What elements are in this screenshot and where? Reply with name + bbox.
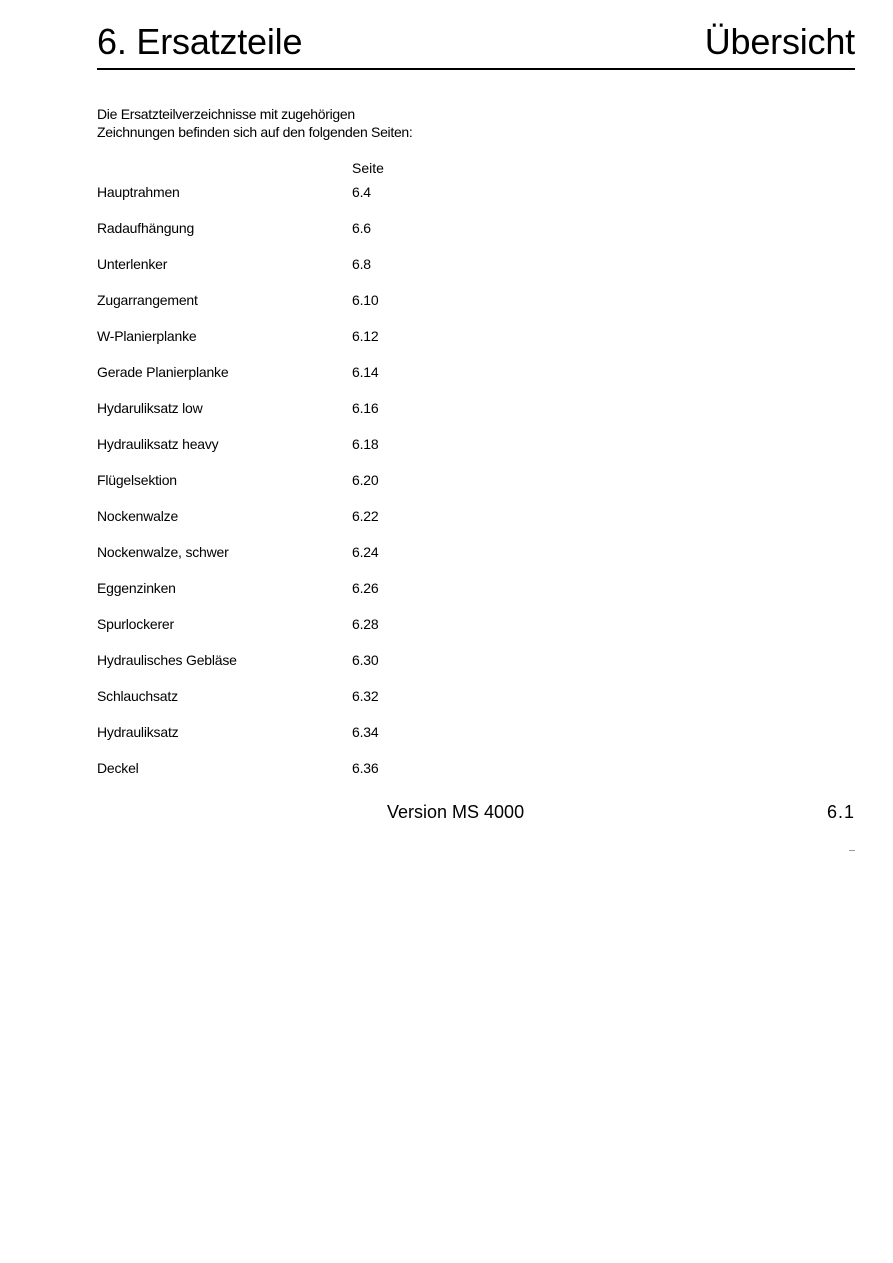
part-page: 6.22 xyxy=(352,508,379,524)
part-page: 6.16 xyxy=(352,400,379,416)
part-name: W-Planierplanke xyxy=(97,328,197,344)
part-name: Eggenzinken xyxy=(97,580,176,596)
part-name: Gerade Planierplanke xyxy=(97,364,229,380)
part-page: 6.14 xyxy=(352,364,379,380)
list-item xyxy=(97,183,497,219)
part-page: 6.10 xyxy=(352,292,379,308)
part-name: Nockenwalze, schwer xyxy=(97,544,229,560)
list-item xyxy=(97,615,497,651)
part-page: 6.20 xyxy=(352,472,379,488)
footer-version: Version MS 4000 xyxy=(387,802,525,822)
part-page: 6.36 xyxy=(352,760,379,776)
part-name: Deckel xyxy=(97,760,139,776)
section-title: Übersicht xyxy=(704,21,855,62)
page-edge-mark xyxy=(849,850,855,851)
part-page: 6.28 xyxy=(352,616,379,632)
list-item xyxy=(97,255,497,291)
intro-line-1: Die Ersatzteilverzeichnisse mit zugehörigen xyxy=(97,106,355,122)
list-item xyxy=(97,291,497,327)
part-page: 6.12 xyxy=(352,328,379,344)
part-name: Hydrauliksatz heavy xyxy=(97,436,219,452)
list-item xyxy=(97,651,497,687)
list-item xyxy=(97,327,497,363)
footer-page-number: 6.1 xyxy=(826,802,855,822)
part-name: Schlauchsatz xyxy=(97,688,178,704)
intro-text xyxy=(97,105,413,141)
list-item xyxy=(97,399,497,435)
part-name: Hydrauliksatz xyxy=(97,724,179,740)
list-item xyxy=(97,543,497,579)
part-name: Nockenwalze xyxy=(97,508,179,524)
list-item xyxy=(97,507,497,543)
list-item xyxy=(97,471,497,507)
part-page: 6.8 xyxy=(352,256,371,272)
parts-index-list xyxy=(97,183,497,795)
part-page: 6.30 xyxy=(352,652,379,668)
part-page: 6.24 xyxy=(352,544,379,560)
list-item xyxy=(97,687,497,723)
list-item xyxy=(97,219,497,255)
part-name: Hydaruliksatz low xyxy=(97,400,203,416)
part-name: Zugarrangement xyxy=(97,292,198,308)
part-name: Unterlenker xyxy=(97,256,168,272)
list-item xyxy=(97,759,497,795)
part-name: Hauptrahmen xyxy=(97,184,180,200)
part-page: 6.26 xyxy=(352,580,379,596)
list-item xyxy=(97,579,497,615)
part-page: 6.18 xyxy=(352,436,379,452)
part-page: 6.6 xyxy=(352,220,371,236)
list-item xyxy=(97,363,497,399)
page-column-header: Seite xyxy=(352,160,384,176)
part-name: Spurlockerer xyxy=(97,616,174,632)
list-item xyxy=(97,435,497,471)
page-header xyxy=(97,20,855,70)
part-name: Hydraulisches Gebläse xyxy=(97,652,237,668)
part-name: Flügelsektion xyxy=(97,472,177,488)
part-page: 6.32 xyxy=(352,688,379,704)
part-page: 6.34 xyxy=(352,724,379,740)
chapter-title: 6. Ersatzteile xyxy=(97,21,303,62)
list-item xyxy=(97,723,497,759)
part-page: 6.4 xyxy=(352,184,371,200)
part-name: Radaufhängung xyxy=(97,220,195,236)
intro-line-2: Zeichnungen befinden sich auf den folgenden Seiten: xyxy=(97,124,413,140)
